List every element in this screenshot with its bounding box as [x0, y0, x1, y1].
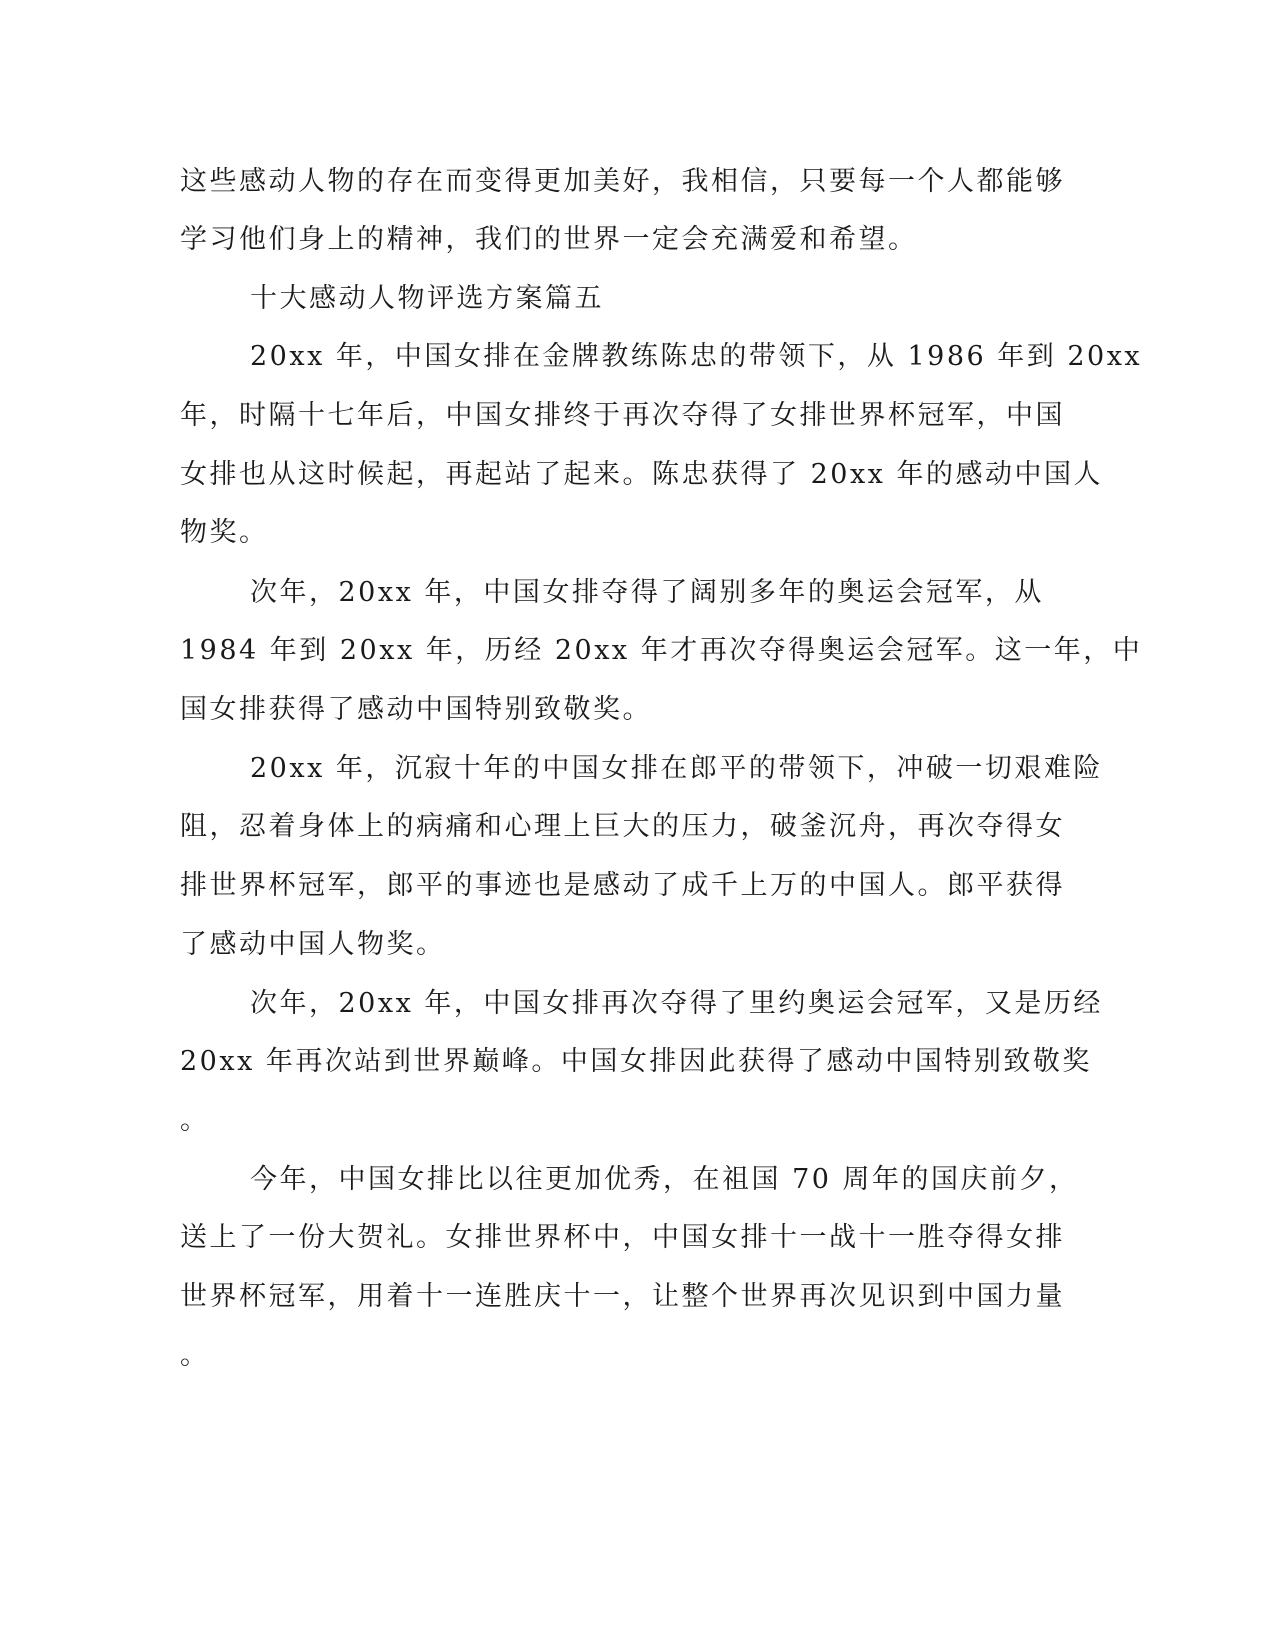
text-line: 排世界杯冠军，郎平的事迹也是感动了成千上万的中国人。郎平获得 — [180, 870, 1065, 901]
text-line: 这些感动人物的存在而变得更加美好，我相信，只要每一个人都能够 — [180, 166, 1065, 197]
text-line: 。 — [180, 1340, 210, 1371]
text-line: 今年，中国女排比以往更加优秀，在祖国 70 周年的国庆前夕， — [250, 1164, 1079, 1195]
text-line: 国女排获得了感动中国特别致敬奖。 — [180, 694, 652, 725]
text-line: 女排也从这时候起，再起站了起来。陈忠获得了 20xx 年的感动中国人 — [180, 459, 1103, 490]
text-line: 次年，20xx 年，中国女排夺得了阔别多年的奥运会冠军，从 — [250, 577, 1044, 608]
text-line: 学习他们身上的精神，我们的世界一定会充满爱和希望。 — [180, 224, 918, 255]
text-line: 20xx 年再次站到世界巅峰。中国女排因此获得了感动中国特别致敬奖 — [180, 1046, 1092, 1077]
text-line: 年，时隔十七年后，中国女排终于再次夺得了女排世界杯冠军，中国 — [180, 400, 1065, 431]
text-line: 了感动中国人物奖。 — [180, 929, 446, 960]
text-line: 物奖。 — [180, 517, 269, 548]
text-line: 送上了一份大贺礼。女排世界杯中，中国女排十一战十一胜夺得女排 — [180, 1222, 1065, 1253]
text-line: 次年，20xx 年，中国女排再次夺得了里约奥运会冠军，又是历经 — [250, 988, 1103, 1019]
text-line: 。 — [180, 1105, 210, 1136]
text-line: 世界杯冠军，用着十一连胜庆十一，让整个世界再次见识到中国力量 — [180, 1281, 1065, 1312]
text-line: 20xx 年，中国女排在金牌教练陈忠的带领下，从 1986 年到 20xx — [250, 341, 1143, 372]
text-line: 20xx 年，沉寂十年的中国女排在郎平的带领下，冲破一切艰难险 — [250, 753, 1103, 784]
section-heading: 十大感动人物评选方案篇五 — [250, 283, 604, 314]
text-line: 1984 年到 20xx 年，历经 20xx 年才再次夺得奥运会冠军。这一年，中 — [180, 635, 1143, 666]
text-line: 阻，忍着身体上的病痛和心理上巨大的压力，破釜沉舟，再次夺得女 — [180, 811, 1065, 842]
